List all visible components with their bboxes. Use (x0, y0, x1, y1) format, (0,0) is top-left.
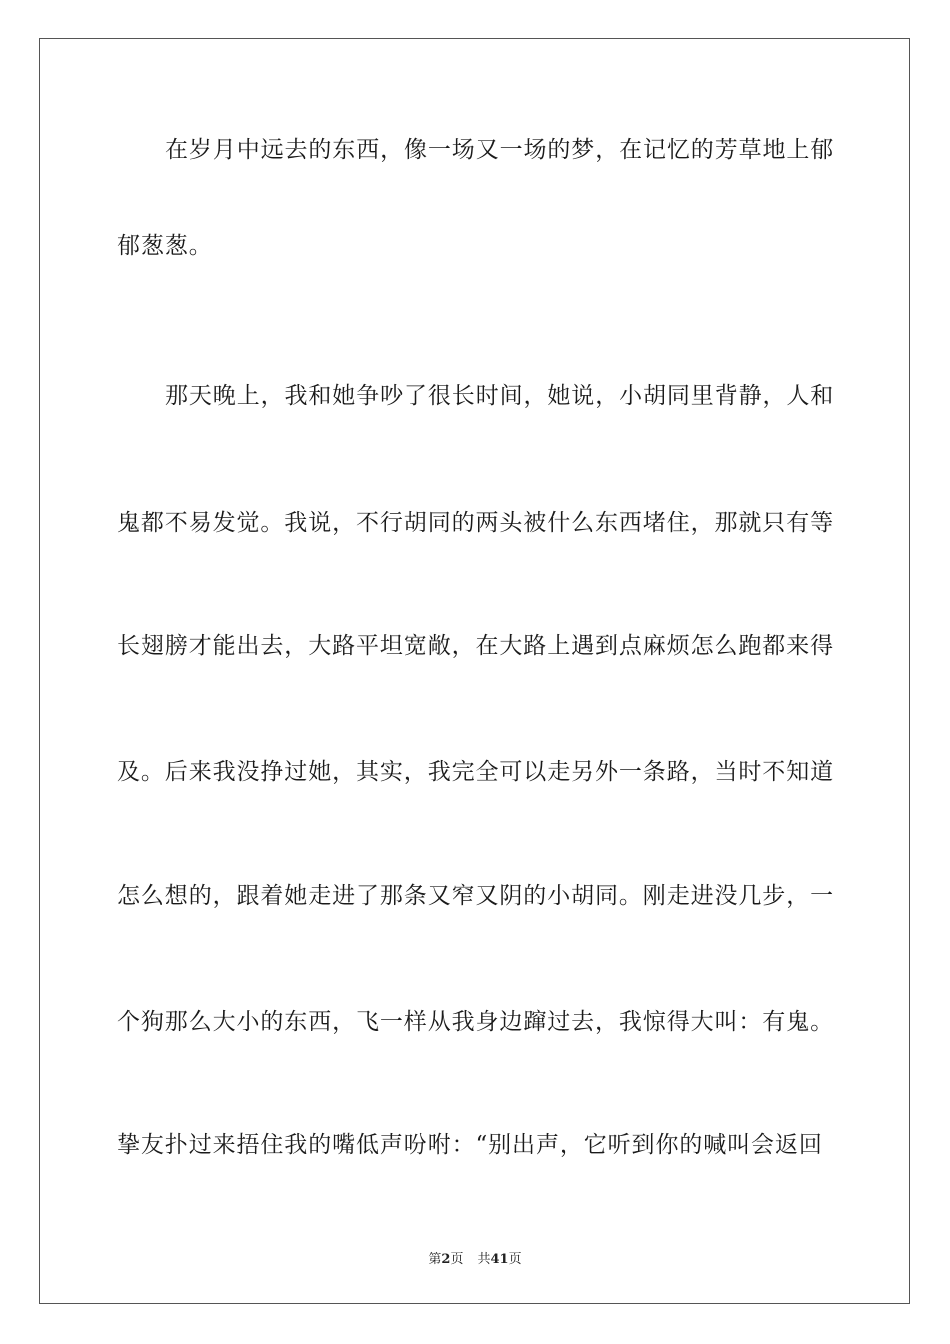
page-number: 2 (441, 1252, 451, 1267)
paragraph-1-line-2: 郁葱葱。 (117, 233, 213, 259)
paragraph-2-line-7: 挚友扑过来捂住我的嘴低声吩咐：“别出声，它听到你的喊叫会返回 (117, 1132, 823, 1158)
total-suffix: 页 (508, 1252, 522, 1267)
total-prefix: 共 (477, 1252, 491, 1267)
paragraph-2-line-2: 鬼都不易发觉。我说，不行胡同的两头被什么东西堵住，那就只有等 (117, 510, 834, 536)
page-suffix: 页 (450, 1252, 464, 1267)
paragraph-1-line-1: 在岁月中远去的东西，像一场又一场的梦，在记忆的芳草地上郁 (165, 137, 835, 163)
paragraph-2-line-1: 那天晚上，我和她争吵了很长时间，她说，小胡同里背静，人和 (165, 383, 835, 409)
page-prefix: 第 (428, 1252, 442, 1267)
paragraph-2-line-5: 怎么想的，跟着她走进了那条又窄又阴的小胡同。刚走进没几步，一 (117, 883, 834, 909)
page-footer (0, 1248, 950, 1267)
paragraph-2-line-4: 及。后来我没挣过她，其实，我完全可以走另外一条路，当时不知道 (117, 759, 834, 785)
paragraph-2-line-6: 个狗那么大小的东西，飞一样从我身边蹿过去，我惊得大叫：有鬼。 (117, 1009, 834, 1035)
page-border (39, 38, 910, 1304)
total-pages: 41 (490, 1252, 509, 1267)
paragraph-2-line-3: 长翅膀才能出去，大路平坦宽敞，在大路上遇到点麻烦怎么跑都来得 (117, 633, 834, 659)
